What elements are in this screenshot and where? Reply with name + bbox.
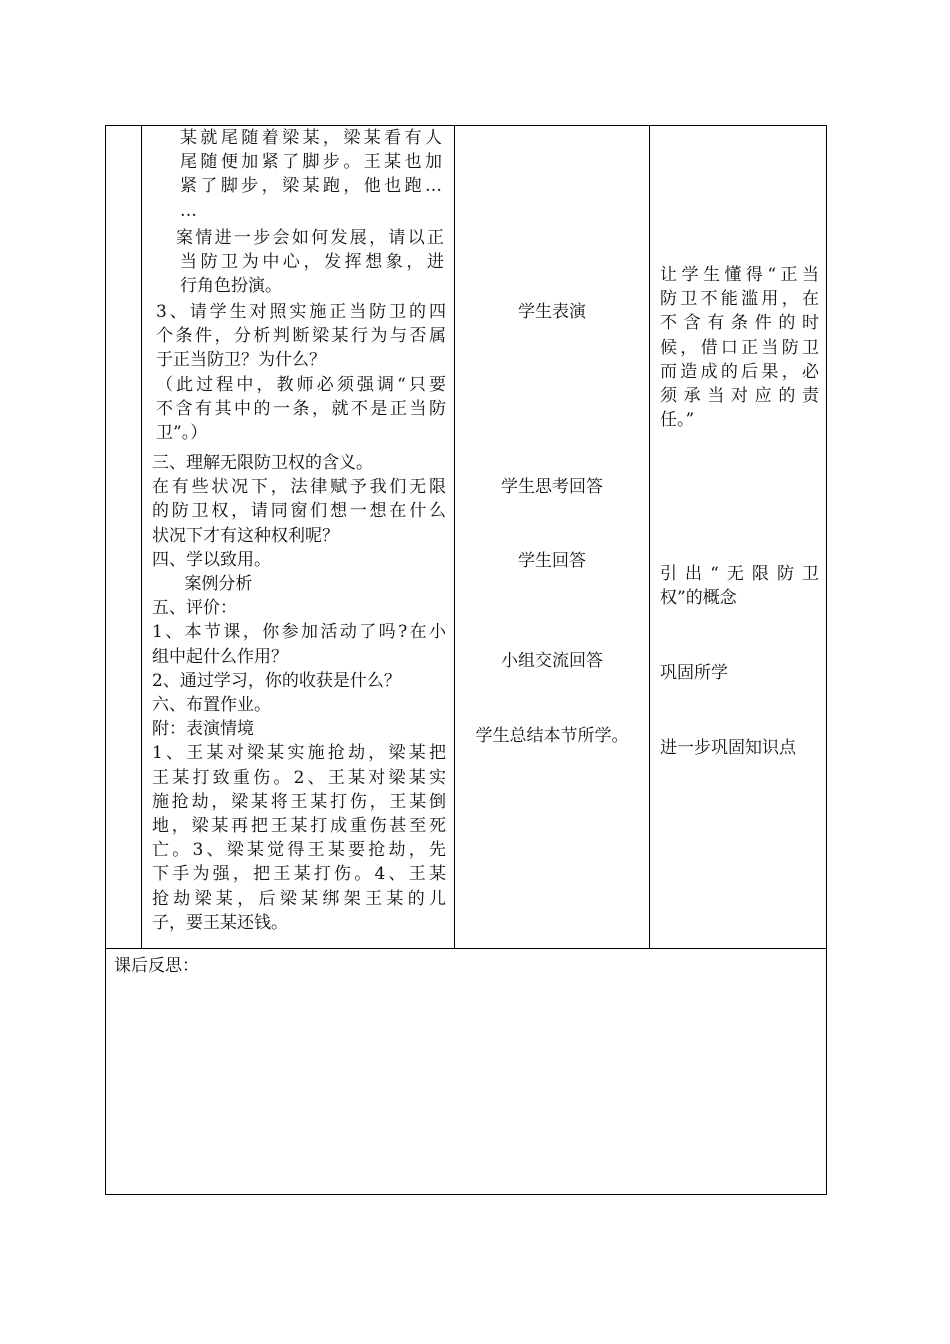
text-line: 六、布置作业。 — [152, 695, 271, 716]
text-line: 而造成的后果，必 — [660, 361, 819, 382]
text-line: 个条件，分析判断梁某行为与否属 — [156, 326, 446, 347]
student-activity-summary — [455, 724, 649, 748]
text-line: 学生回答 — [518, 551, 586, 571]
text-line: 施抢劫，梁某将王某打伤，王某倒 — [152, 791, 446, 812]
reflection-label: 课后反思： — [114, 956, 199, 976]
text-line: 状况下才有这种权利呢？ — [152, 525, 339, 546]
design-intent-note-4 — [660, 736, 824, 760]
text-line: 三、理解无限防卫权的含义。 — [152, 453, 373, 473]
text-line: 学生表演 — [518, 302, 586, 322]
text-line: 紧了脚步，梁某跑，他也跑… — [180, 176, 442, 197]
teacher-activity-block-4 — [152, 451, 446, 935]
text-line: 附：表演情境 — [152, 719, 254, 740]
text-line: 尾随便加紧了脚步。王某也加 — [180, 152, 442, 173]
lesson-table — [105, 125, 827, 1195]
design-intent-note-1 — [660, 263, 819, 432]
text-line: 五、评价： — [152, 598, 237, 619]
text-line: 小组交流回答 — [501, 651, 603, 671]
student-activity-answer — [455, 549, 649, 573]
text-line: 学生总结本节所学。 — [475, 726, 629, 746]
student-activity-think — [455, 475, 649, 499]
text-line: 行角色扮演。 — [180, 276, 282, 297]
text-line: 的防卫权，请同窗们想一想在什么 — [152, 501, 446, 522]
text-line: 候，借口正当防卫 — [660, 337, 819, 358]
text-line: 不含有其中的一条，就不是正当防 — [156, 398, 446, 419]
text-line: 巩固所学 — [660, 663, 728, 683]
text-line: 王某打致重伤。2、王某对梁某实 — [152, 767, 446, 788]
teacher-activity-block-1 — [180, 126, 442, 223]
text-line: 下手为强，把王某打伤。4、王某 — [152, 864, 446, 885]
text-line: 权”的概念 — [660, 588, 737, 609]
text-line: 案例分析 — [152, 574, 253, 595]
text-line: 1、本节课，你参加活动了吗?在小 — [152, 622, 446, 643]
text-line: 须承当对应的责 — [660, 386, 819, 407]
teacher-activity-block-3 — [156, 300, 446, 445]
teacher-activity-block-2 — [176, 226, 444, 299]
design-intent-note-2 — [660, 562, 819, 610]
text-line: 防卫不能滥用，在 — [660, 289, 819, 310]
text-line: 于正当防卫？为什么？ — [156, 350, 326, 371]
text-line: 卫”。） — [156, 423, 208, 444]
text-line: 不含有条件的时 — [660, 313, 819, 334]
student-activity-perform — [455, 300, 649, 324]
text-line: 2、通过学习，你的收获是什么？ — [152, 670, 401, 691]
design-intent-note-3 — [660, 661, 819, 685]
student-activity-group — [455, 649, 649, 673]
text-line: 3、请学生对照实施正当防卫的四 — [156, 302, 446, 322]
text-line: 亡。3、梁某觉得王某要抢劫，先 — [152, 840, 446, 861]
text-line: 地，梁某再把王某打成重伤甚至死 — [152, 816, 446, 837]
text-line: 案情进一步会如何发展，请以正 — [176, 228, 444, 248]
text-line: 抢劫梁某，后梁某绑架王某的儿 — [152, 888, 446, 909]
text-line: 子，要王某还钱。 — [152, 912, 288, 933]
text-line: 学生思考回答 — [501, 477, 603, 497]
text-line: （此过程中，教师必须强调“只要 — [156, 374, 446, 395]
column-divider-3 — [649, 126, 650, 948]
row-divider — [106, 948, 826, 949]
text-line: 某就尾随着梁某，梁某看有人 — [180, 128, 442, 148]
text-line: 四、学以致用。 — [152, 549, 271, 570]
text-line: 组中起什么作用？ — [152, 646, 288, 667]
text-line: … — [180, 200, 197, 221]
text-line: 在有些状况下，法律赋予我们无限 — [152, 477, 446, 498]
text-line: 任。” — [660, 410, 695, 431]
text-line: 进一步巩固知识点 — [660, 738, 796, 758]
text-line: 让学生懂得“正当 — [660, 265, 819, 285]
text-line: 1、王某对梁某实施抢劫，梁某把 — [152, 743, 446, 764]
column-divider-1 — [141, 126, 142, 948]
text-line: 引出“无限防卫 — [660, 564, 819, 584]
text-line: 当防卫为中心，发挥想象，进 — [180, 252, 444, 273]
column-divider-2 — [454, 126, 455, 948]
